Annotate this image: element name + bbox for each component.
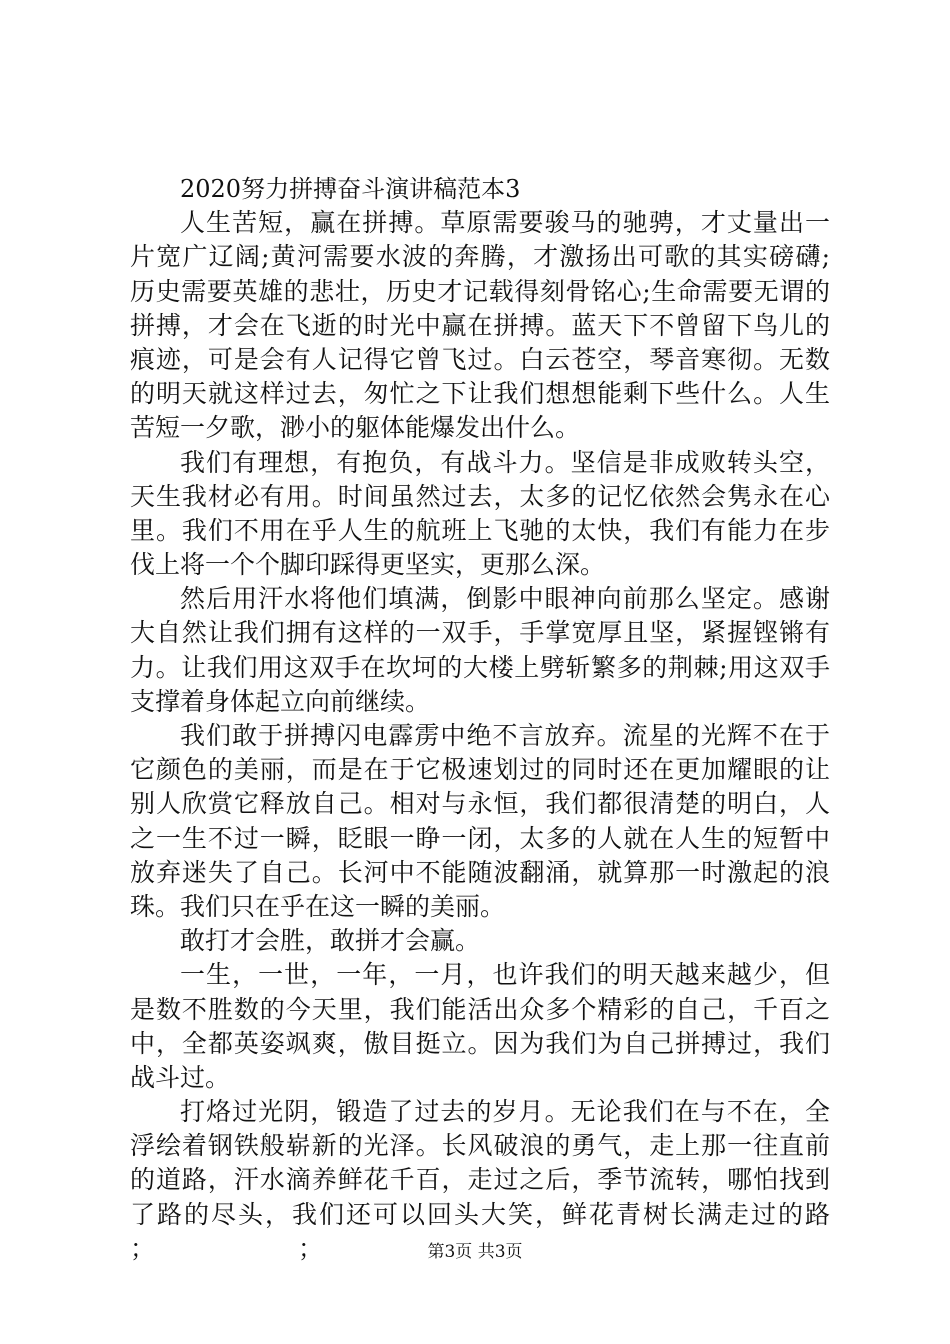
paragraph-line: 是数不胜数的今天里，我们能活出众多个精彩的自己，千百之 bbox=[130, 994, 830, 1024]
paragraph-line: 的明天就这样过去，匆忙之下让我们想想能剩下些什么。人生 bbox=[130, 379, 830, 409]
paragraph-line: 敢打才会胜，敢拼才会赢。 bbox=[180, 926, 481, 956]
paragraph-line: 它颜色的美丽，而是在于它极速划过的同时还在更加耀眼的让 bbox=[130, 755, 830, 785]
paragraph-line: 大自然让我们拥有这样的一双手，手掌宽厚且坚，紧握铿锵有 bbox=[130, 618, 830, 648]
paragraph-line: 苦短一夕歌，渺小的躯体能爆发出什么。 bbox=[130, 413, 581, 443]
paragraph-line: 放弃迷失了自己。长河中不能随波翻涌，就算那一时激起的浪 bbox=[130, 857, 830, 887]
paragraph-line: 天生我材必有用。时间虽然过去，太多的记忆依然会隽永在心 bbox=[130, 481, 830, 511]
paragraph-line: 的道路，汗水滴养鲜花千百，走过之后，季节流转，哪怕找到 bbox=[130, 1165, 830, 1195]
paragraph-line: 打烙过光阴，锻造了过去的岁月。无论我们在与不在，全 bbox=[180, 1097, 830, 1127]
paragraph-line: 力。让我们用这双手在坎坷的大楼上劈斩繁多的荆棘;用这双手 bbox=[130, 652, 830, 682]
document-body bbox=[130, 172, 830, 1266]
paragraph-line: 中，全都英姿飒爽，傲目挺立。因为我们为自己拼搏过，我们 bbox=[130, 1028, 830, 1058]
paragraph-line: 别人欣赏它释放自己。相对与永恒，我们都很清楚的明白，人 bbox=[130, 789, 830, 819]
paragraph-line: 支撑着身体起立向前继续。 bbox=[130, 686, 431, 716]
paragraph-line: 历史需要英雄的悲壮，历史才记载得刻骨铭心;生命需要无谓的 bbox=[130, 276, 830, 306]
paragraph-line: ； ； bbox=[130, 1233, 324, 1263]
paragraph-line: 之一生不过一瞬，眨眼一睁一闭，太多的人就在人生的短暂中 bbox=[130, 823, 830, 853]
paragraph-line: 然后用汗水将他们填满，倒影中眼神向前那么坚定。感谢 bbox=[180, 584, 830, 614]
paragraph-line: 片宽广辽阔;黄河需要水波的奔腾，才激扬出可歌的其实磅礴; bbox=[130, 242, 830, 272]
paragraph-line: 拼搏，才会在飞逝的时光中赢在拼搏。蓝天下不曾留下鸟儿的 bbox=[130, 310, 830, 340]
paragraph-line: 我们敢于拼搏闪电霹雳中绝不言放弃。流星的光辉不在于 bbox=[180, 721, 830, 750]
paragraph-line: 珠。我们只在乎在这一瞬的美丽。 bbox=[130, 891, 506, 921]
page-footer: 第3页 共3页 bbox=[427, 1242, 523, 1262]
paragraph-line: 人生苦短，赢在拼搏。草原需要骏马的驰骋，才丈量出一 bbox=[180, 208, 830, 238]
paragraph-line: 战斗过。 bbox=[130, 1062, 231, 1092]
paragraph-line: 里。我们不用在乎人生的航班上飞驰的太快，我们有能力在步 bbox=[130, 515, 830, 545]
paragraph-line: 我们有理想，有抱负，有战斗力。坚信是非成败转头空， bbox=[180, 447, 830, 477]
paragraph-line: 了路的尽头，我们还可以回头大笑，鲜花青树长满走过的路 bbox=[130, 1199, 830, 1229]
document-title: 2020努力拼搏奋斗演讲稿范本3 bbox=[180, 175, 521, 203]
paragraph-line: 痕迹，可是会有人记得它曾飞过。白云苍空，琴音寒彻。无数 bbox=[130, 344, 830, 374]
paragraph-line: 浮绘着钢铁般崭新的光泽。长风破浪的勇气，走上那一往直前 bbox=[130, 1131, 830, 1161]
paragraph-line: 伐上将一个个脚印踩得更坚实，更那么深。 bbox=[130, 550, 606, 580]
paragraph-line: 一生，一世，一年，一月，也许我们的明天越来越少，但 bbox=[180, 960, 830, 990]
